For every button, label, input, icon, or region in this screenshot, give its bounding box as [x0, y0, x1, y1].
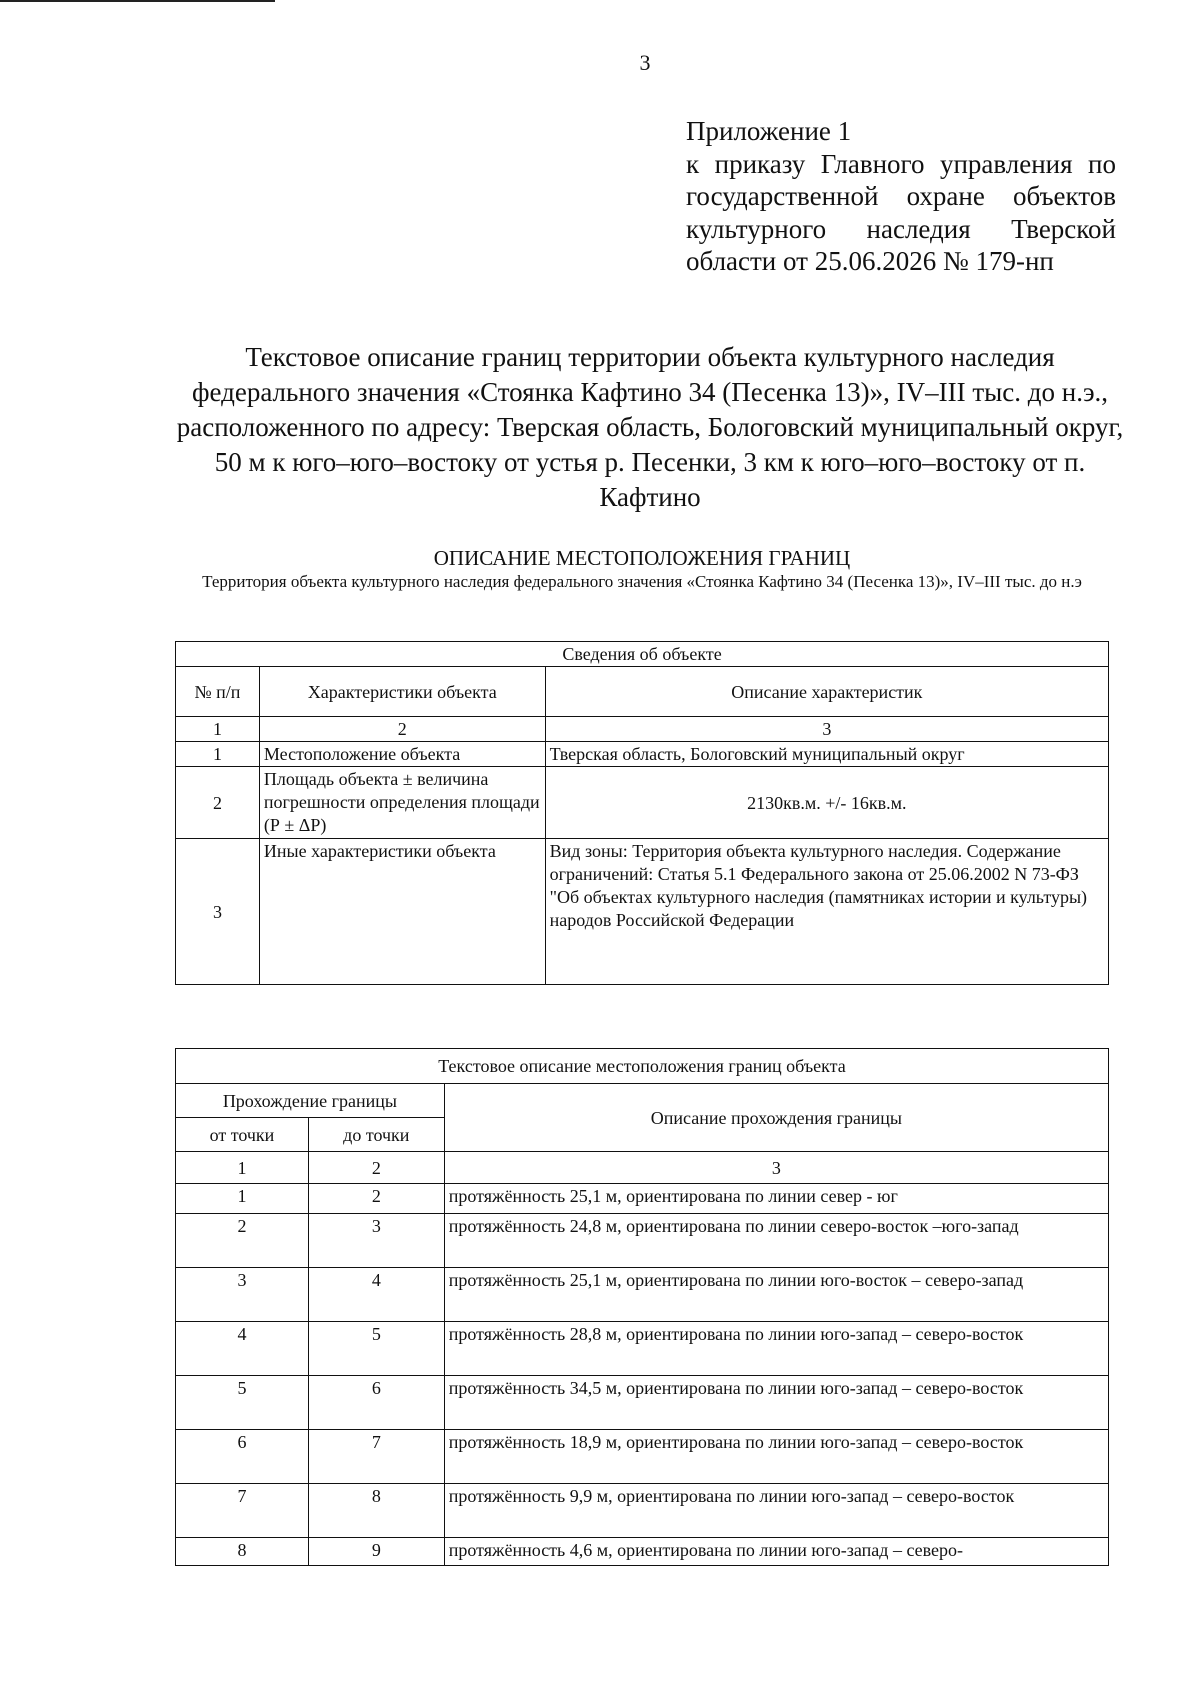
to-point: 8 — [308, 1484, 444, 1538]
from-point: 7 — [176, 1484, 309, 1538]
object-table-caption: Сведения об объекте — [176, 642, 1109, 667]
table-row — [176, 1214, 1109, 1268]
to-point: 4 — [308, 1268, 444, 1322]
boundary-description: протяжённость 9,9 м, ориентирована по линии юго-запад – северо-восток — [444, 1484, 1108, 1538]
scan-edge-line — [0, 0, 275, 2]
page-number: 3 — [639, 50, 651, 75]
from-point: 3 — [176, 1268, 309, 1322]
to-point: 7 — [308, 1430, 444, 1484]
annex-block — [686, 115, 1116, 278]
table-row — [176, 1322, 1109, 1376]
table-row — [176, 742, 1109, 767]
table-row — [176, 839, 1109, 985]
header-to-point: до точки — [308, 1118, 444, 1152]
index-cell: 1 — [176, 717, 260, 742]
annex-line: области от 25.06.2026 № 179-нп — [686, 246, 1054, 276]
index-cell: 1 — [176, 1152, 309, 1184]
row-description: 2130кв.м. +/- 16кв.м. — [545, 767, 1108, 839]
boundary-table-caption: Текстовое описание местоположения границ объекта — [176, 1049, 1109, 1084]
from-point: 4 — [176, 1322, 309, 1376]
row-characteristic: Местоположение объекта — [259, 742, 545, 767]
annex-line: государственной охране объектов — [686, 181, 1116, 211]
from-point: 2 — [176, 1214, 309, 1268]
table-row — [176, 1484, 1109, 1538]
boundary-description: протяжённость 25,1 м, ориентирована по линии юго-восток – северо-запад — [444, 1268, 1108, 1322]
header-characteristic: Характеристики объекта — [259, 667, 545, 717]
table-row — [176, 1538, 1109, 1566]
from-point: 6 — [176, 1430, 309, 1484]
to-point: 9 — [308, 1538, 444, 1566]
index-cell: 2 — [259, 717, 545, 742]
header-description: Описание характеристик — [545, 667, 1108, 717]
index-cell: 3 — [545, 717, 1108, 742]
table-row — [176, 1376, 1109, 1430]
boundary-group-header: Прохождение границы — [176, 1084, 445, 1118]
boundary-description: протяжённость 28,8 м, ориентирована по линии юго-запад – северо-восток — [444, 1322, 1108, 1376]
header-from-point: от точки — [176, 1118, 309, 1152]
to-point: 3 — [308, 1214, 444, 1268]
annex-title: Приложение 1 — [686, 116, 852, 146]
row-characteristic: Иные характеристики объекта — [259, 839, 545, 985]
row-number: 3 — [176, 839, 260, 985]
boundary-description-table — [175, 1048, 1109, 1566]
row-description: Вид зоны: Территория объекта культурного наследия. Содержание ограничений: Статья 5.1 Федерального закона от 25.06.2002 N 73-ФЗ "Об объектах культурного наследия (памятниках истории и культуры) народов Российской Федерации — [545, 839, 1108, 985]
to-point: 5 — [308, 1322, 444, 1376]
annex-line: культурного наследия Тверской — [686, 213, 1116, 244]
boundary-description: протяжённость 18,9 м, ориентирована по линии юго-запад – северо-восток — [444, 1430, 1108, 1484]
table-row — [176, 767, 1109, 839]
table-row — [176, 1430, 1109, 1484]
boundary-description: протяжённость 24,8 м, ориентирована по линии северо-восток –юго-запад — [444, 1214, 1108, 1268]
row-number: 2 — [176, 767, 260, 839]
boundary-description: протяжённость 34,5 м, ориентирована по линии юго-запад – северо-восток — [444, 1376, 1108, 1430]
from-point: 5 — [176, 1376, 309, 1430]
object-info-table — [175, 641, 1109, 985]
table-row — [176, 1184, 1109, 1214]
index-cell: 3 — [444, 1152, 1108, 1184]
index-cell: 2 — [308, 1152, 444, 1184]
table-row — [176, 1268, 1109, 1322]
row-description: Тверская область, Бологовский муниципальный округ — [545, 742, 1108, 767]
header-number: № п/п — [176, 667, 260, 717]
to-point: 2 — [308, 1184, 444, 1214]
boundary-description: протяжённость 4,6 м, ориентирована по линии юго-запад – северо- — [444, 1538, 1108, 1566]
document-title: Текстовое описание границ территории объекта культурного наследия федерального значения «Стоянка Кафтино 34 (Песенка 13)», IV–III тыс. до н.э., расположенного по адресу: Тверская область, Бологовский муниципальный округ, 50 м к юго–юго–востоку от устья р. Песенки, 3 км к юго–юго–востоку от п. Кафтино — [176, 342, 1124, 512]
row-characteristic: Площадь объекта ± величина погрешности определения площади (Р ± ΔР) — [259, 767, 545, 839]
annex-line: к приказу Главного управления по — [686, 148, 1116, 179]
from-point: 8 — [176, 1538, 309, 1566]
section-subtitle: Территория объекта культурного наследия федерального значения «Стоянка Кафтино 34 (Песенка 13)», IV–III тыс. до н.э — [202, 572, 1082, 591]
header-boundary-description: Описание прохождения границы — [444, 1084, 1108, 1152]
row-number: 1 — [176, 742, 260, 767]
boundary-description: протяжённость 25,1 м, ориентирована по линии север - юг — [444, 1184, 1108, 1214]
from-point: 1 — [176, 1184, 309, 1214]
to-point: 6 — [308, 1376, 444, 1430]
section-heading: ОПИСАНИЕ МЕСТОПОЛОЖЕНИЯ ГРАНИЦ — [433, 546, 851, 570]
